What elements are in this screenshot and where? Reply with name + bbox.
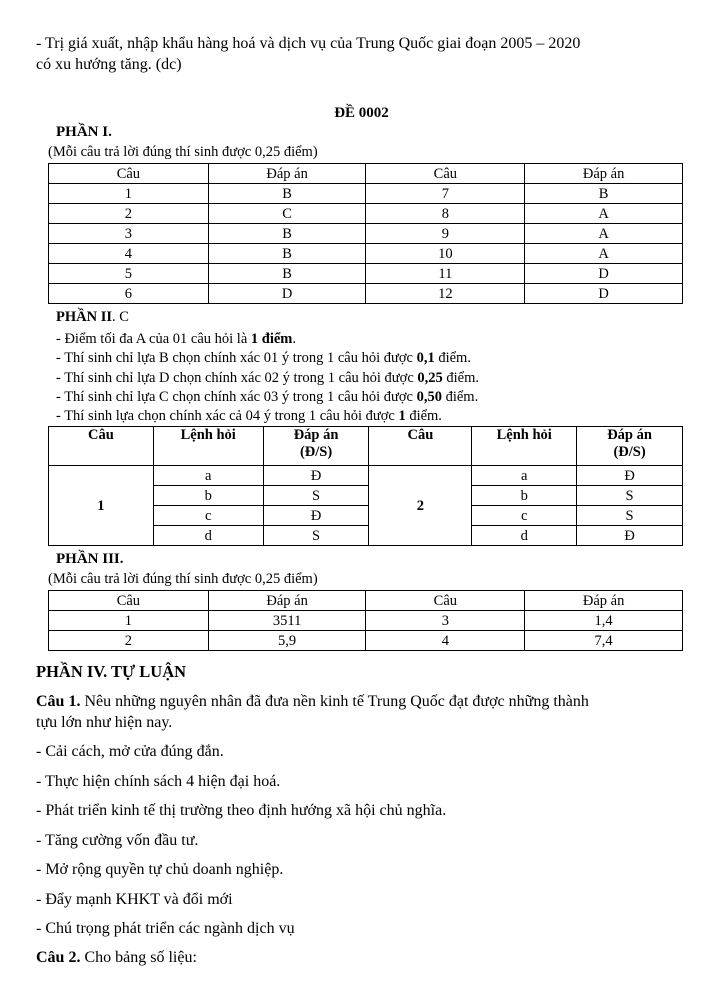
cell: C — [208, 204, 366, 224]
part1-heading: PHẦN I. — [56, 124, 112, 140]
cell: d — [472, 526, 577, 546]
part2-rule — [56, 370, 479, 386]
cell: 4 — [366, 631, 525, 651]
cell: B — [208, 224, 366, 244]
question-number: 1 — [49, 466, 154, 546]
header-cell: Câu — [366, 164, 525, 184]
table-row — [49, 244, 683, 264]
question-text: Nêu những nguyên nhân đã đưa nền kinh tế Trung Quốc đạt được những thành — [80, 693, 589, 710]
cell: d — [153, 526, 263, 546]
rule-text: điểm. — [442, 370, 479, 386]
question-number: 2 — [369, 466, 472, 546]
cell: A — [525, 204, 683, 224]
part4-question-1-cont: tựu lớn như hiện nay. — [36, 714, 173, 731]
rule-bold: 0,25 — [417, 370, 443, 386]
part3-note: (Mỗi câu trả lời đúng thí sinh được 0,25 điểm) — [48, 571, 318, 587]
cell: 7,4 — [525, 631, 683, 651]
rule-text: điểm. — [434, 350, 471, 366]
part3-answer-table — [48, 590, 683, 651]
cell: b — [153, 486, 263, 506]
cell: Đ — [577, 466, 683, 486]
cell: 8 — [366, 204, 525, 224]
cell: 2 — [49, 631, 209, 651]
header-cell: Đáp án — [525, 164, 683, 184]
header-cell — [577, 427, 683, 466]
cell: S — [263, 526, 369, 546]
cell: S — [577, 486, 683, 506]
rule-bold: 1 — [398, 408, 406, 424]
header-cell — [263, 427, 369, 466]
part4-question-2 — [36, 947, 197, 968]
cell: 1,4 — [525, 611, 683, 631]
part1-note: (Mỗi câu trả lời đúng thí sinh được 0,25 điểm) — [48, 144, 318, 160]
header-cell: Câu — [49, 591, 209, 611]
part2-answer-table — [48, 426, 683, 546]
header-cell: Câu — [49, 164, 209, 184]
cell: b — [472, 486, 577, 506]
cell: B — [525, 184, 683, 204]
table-header-row — [49, 591, 683, 611]
cell: 2 — [49, 204, 209, 224]
answer-line: - Cải cách, mở cửa đúng đắn. — [36, 743, 224, 760]
table-header-row — [49, 427, 683, 466]
header-cell: Đáp án — [208, 591, 366, 611]
part4-heading: PHẦN IV. TỰ LUẬN — [36, 662, 187, 681]
answer-line: - Phát triển kinh tế thị trường theo định hướng xã hội chủ nghĩa. — [36, 802, 447, 819]
cell: 3 — [49, 224, 209, 244]
cell: 5,9 — [208, 631, 366, 651]
header-cell: Lệnh hỏi — [472, 427, 577, 466]
cell: D — [525, 264, 683, 284]
cell: 9 — [366, 224, 525, 244]
answer-line: - Thực hiện chính sách 4 hiện đại hoá. — [36, 773, 281, 790]
cell: 4 — [49, 244, 209, 264]
table-row — [49, 224, 683, 244]
header-cell: Câu — [49, 427, 154, 466]
cell: c — [472, 506, 577, 526]
cell: B — [208, 264, 366, 284]
table-header-row — [49, 164, 683, 184]
header-cell: Câu — [366, 591, 525, 611]
cell: B — [208, 244, 366, 264]
question-label: Câu 1. — [36, 693, 81, 710]
part2-heading — [56, 309, 129, 325]
part4-question-1 — [36, 691, 589, 712]
rule-text: điểm. — [405, 408, 442, 424]
header-cell: Câu — [369, 427, 472, 466]
cell: Đ — [263, 506, 369, 526]
header-text: (Đ/S) — [299, 444, 333, 460]
rule-text: - Điểm tối đa A của 01 câu hỏi là — [56, 331, 251, 347]
table-row — [49, 264, 683, 284]
table-row — [49, 631, 683, 651]
answer-line: - Tăng cường vốn đầu tư. — [36, 832, 199, 849]
part1-answer-table — [48, 163, 683, 304]
answer-line: - Chú trọng phát triển các ngành dịch vụ — [36, 920, 295, 937]
header-text: (Đ/S) — [613, 444, 646, 460]
part2-rule — [56, 408, 442, 424]
rule-text: điểm. — [441, 389, 479, 405]
cell: 6 — [49, 284, 209, 304]
question-text: Cho bảng số liệu: — [80, 949, 197, 966]
rule-bold: 0,1 — [416, 350, 435, 366]
intro-line-2: có xu hướng tăng. (dc) — [36, 56, 182, 73]
cell: Đ — [577, 526, 683, 546]
cell: a — [472, 466, 577, 486]
cell: 11 — [366, 264, 525, 284]
rule-text: - Thí sinh chỉ lựa B chọn chính xác 01 ý trong 1 câu hỏi được — [56, 350, 417, 366]
table-row — [49, 204, 683, 224]
part2-rule — [56, 331, 296, 347]
cell: c — [153, 506, 263, 526]
cell: 12 — [366, 284, 525, 304]
cell: A — [525, 244, 683, 264]
cell: B — [208, 184, 366, 204]
table-row — [49, 284, 683, 304]
rule-text: . — [292, 331, 297, 347]
table-row — [49, 184, 683, 204]
part2-heading-suffix: . C — [112, 309, 129, 325]
header-cell: Đáp án — [208, 164, 366, 184]
cell: 1 — [49, 184, 209, 204]
cell: Đ — [263, 466, 369, 486]
header-cell: Lệnh hỏi — [153, 427, 263, 466]
rule-bold: 1 điểm — [250, 331, 293, 347]
cell: 3 — [366, 611, 525, 631]
cell: S — [263, 486, 369, 506]
cell: S — [577, 506, 683, 526]
cell: a — [153, 466, 263, 486]
answer-line: - Đẩy mạnh KHKT và đổi mới — [36, 891, 233, 908]
table-row — [49, 611, 683, 631]
answer-line: - Mở rộng quyền tự chủ doanh nghiệp. — [36, 861, 284, 878]
intro-line-1: - Trị giá xuất, nhập khẩu hàng hoá và dịch vụ của Trung Quốc giai đoạn 2005 – 2020 — [36, 35, 581, 52]
table-row — [49, 466, 683, 486]
cell: D — [525, 284, 683, 304]
cell: 3511 — [208, 611, 366, 631]
cell: 5 — [49, 264, 209, 284]
header-cell: Đáp án — [525, 591, 683, 611]
cell: A — [525, 224, 683, 244]
part2-heading-label: PHẦN II — [56, 309, 112, 325]
header-text: Đáp án — [607, 427, 652, 443]
part3-heading: PHẦN III. — [56, 551, 124, 567]
rule-text: - Thí sinh lựa chọn chính xác cả 04 ý trong 1 câu hỏi được — [56, 408, 399, 424]
question-label: Câu 2. — [36, 949, 81, 966]
cell: D — [208, 284, 366, 304]
exam-title: ĐỀ 0002 — [334, 105, 389, 121]
cell: 7 — [366, 184, 525, 204]
header-text: Đáp án — [293, 427, 339, 443]
rule-text: - Thí sinh chỉ lựa D chọn chính xác 02 ý trong 1 câu hỏi được — [56, 370, 418, 386]
rule-text: - Thí sinh chỉ lựa C chọn chính xác 03 ý trong 1 câu hỏi được — [56, 389, 417, 405]
cell: 10 — [366, 244, 525, 264]
part2-rule — [56, 350, 471, 366]
rule-bold: 0,50 — [416, 389, 442, 405]
cell: 1 — [49, 611, 209, 631]
part2-rule — [56, 389, 478, 405]
